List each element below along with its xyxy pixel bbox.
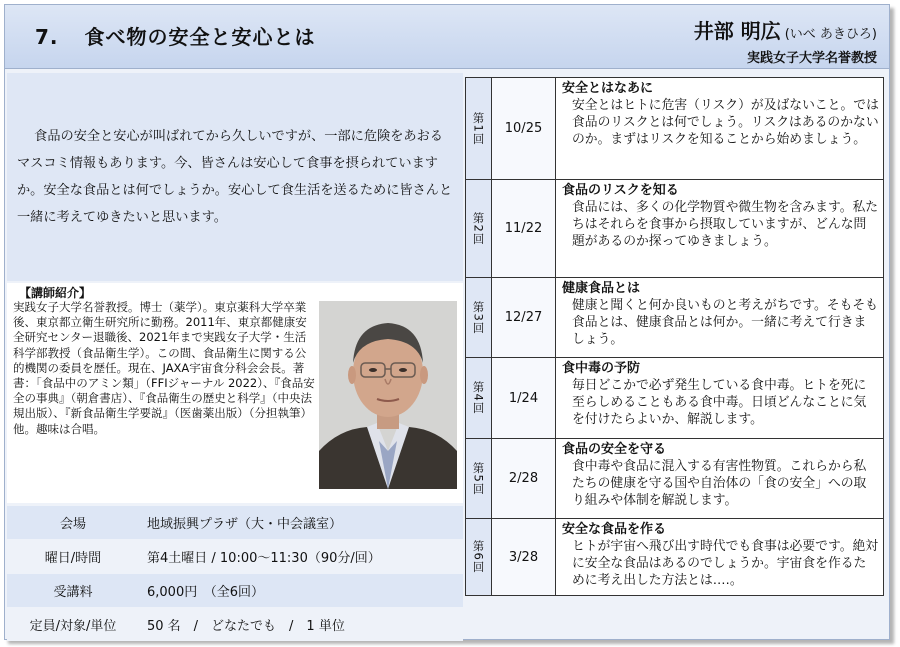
venue-value: 地域振興プラザ（大・中会議室） (147, 517, 343, 532)
session-number-text: 第3回 (471, 300, 486, 335)
session-number (466, 439, 492, 518)
lecturer-photo (319, 301, 457, 489)
session-date: 3/28 (492, 519, 556, 595)
session-date: 2/28 (492, 439, 556, 518)
fee-value: 6,000円 （全6回） (147, 585, 264, 600)
session-description: 毎日どこかで必ず発生している食中毒。ヒトを死に至らしめることもある食中毒。日頃どんなことに気を付けたらよいか、解説します。 (572, 378, 867, 427)
course-title (35, 21, 316, 50)
session-row (466, 438, 883, 518)
session-number-text: 第2回 (471, 211, 486, 246)
session-number (466, 78, 492, 179)
session-number-text: 第4回 (471, 381, 486, 415)
session-title: 安全な食品を作る (562, 522, 667, 537)
session-number-text: 第6回 (471, 540, 486, 574)
session-title: 食品の安全を守る (562, 442, 667, 457)
session-number (466, 278, 492, 357)
info-row-fee (7, 574, 463, 607)
info-row-capacity (7, 608, 463, 641)
session-schedule (465, 77, 884, 596)
session-description: 安全とはヒトに危害（リスク）が及ばないこと。では食品のリスクとは何でしょう。リスクはあるのかないのか。まずはリスクを知ることから始めましょう。 (572, 98, 879, 147)
session-date: 1/24 (492, 358, 556, 438)
session-date: 10/25 (492, 78, 556, 179)
session-row (466, 357, 883, 438)
session-description: 食品には、多くの化学物質や微生物を含みます。私たちはそれらを食事から摂取していますが、どんな問題があるのか探ってゆきましょう。 (572, 200, 879, 249)
session-number-text: 第5回 (471, 461, 486, 496)
session-date: 12/27 (492, 278, 556, 357)
lecturer-name: 井部 明広 (693, 19, 781, 43)
capacity-label: 定員/対象/単位 (29, 619, 117, 634)
session-body (558, 519, 883, 595)
session-title: 安全とはなあに (562, 81, 654, 96)
session-body (558, 78, 883, 179)
session-row (466, 518, 883, 595)
lecturer-portrait-image (319, 301, 457, 489)
schedule-label: 曜日/時間 (44, 551, 102, 566)
course-number: 7. (35, 25, 59, 49)
lecturer-block (694, 15, 877, 66)
session-number (466, 180, 492, 277)
lecturer-bio (7, 283, 463, 503)
session-description: 健康と聞くと何か良いものと考えがちです。そもそも食品とは、健康食品とは何か。一緒に考えて行きましょう。 (572, 298, 878, 347)
course-header (5, 5, 889, 69)
session-body (558, 278, 883, 357)
session-title: 食品のリスクを知る (562, 183, 679, 198)
course-intro (7, 73, 463, 281)
session-body (558, 439, 883, 518)
info-row-schedule (7, 540, 463, 573)
session-row (466, 179, 883, 277)
session-title: 食中毒の予防 (562, 361, 641, 376)
session-number (466, 358, 492, 438)
course-title-text: 食べ物の安全と安心とは (84, 25, 316, 49)
bio-heading: 【講師紹介】 (19, 286, 92, 300)
session-number-text: 第1回 (471, 111, 486, 146)
session-row (466, 277, 883, 357)
session-description: ヒトが宇宙へ飛び出す時代でも食事は必要です。絶対に安全な食品はあるのでしょうか。宇宙食を作るために考え出した方法とは‥‥。 (572, 539, 879, 588)
intro-text: 食品の安全と安心が叫ばれてから久しいですが、一部に危険をあおるマスコミ情報もあります。今、皆さんは安心して食事を摂られていますか。安全な食品とは何でしょうか。安心して食生活を送るために皆さんと一緒に考えてゆきたいと思います。 (17, 129, 453, 225)
capacity-value: 50 名 / どなたでも / 1 単位 (147, 619, 345, 634)
session-body (558, 180, 883, 277)
lecturer-affiliation: 実践女子大学名誉教授 (746, 51, 877, 66)
schedule-value: 第4土曜日 / 10:00～11:30（90分/回） (147, 551, 381, 566)
course-info-table (7, 506, 463, 642)
session-description: 食中毒や食品に混入する有害性物質。これらから私たちの健康を守る国や自治体の「食の安全」への取り組みや体制を解説します。 (572, 459, 867, 508)
course-card (4, 4, 890, 640)
session-number (466, 519, 492, 595)
session-row (466, 78, 883, 179)
info-row-venue (7, 506, 463, 539)
bio-text: 実践女子大学名誉教授。博士（薬学）。東京薬科大学卒業後、東京都立衛生研究所に勤務。2011年、東京都健康安全研究センター退職後、2021年まで実践女子大学・生活科学部教授（食品衛生学）。この間、食品衛生に関する公的機関の委員を歴任。現在、JAXA宇宙食分科会会長。著書：「食品中のアミン類」（FFIジャーナル 2022）、『食品安全の事典』（朝倉書店）、『食品衛生の歴史と科学』（中央法規出版）、『新食品衛生学要説』（医歯薬出版）（分担執筆）他。趣味は合唱。 (13, 300, 315, 436)
fee-label: 受講料 (53, 585, 93, 600)
lecturer-reading: (いべ あきひろ) (784, 27, 877, 42)
session-title: 健康食品とは (562, 281, 641, 296)
session-date: 11/22 (492, 180, 556, 277)
session-body (558, 358, 883, 438)
venue-label: 会場 (59, 517, 86, 532)
